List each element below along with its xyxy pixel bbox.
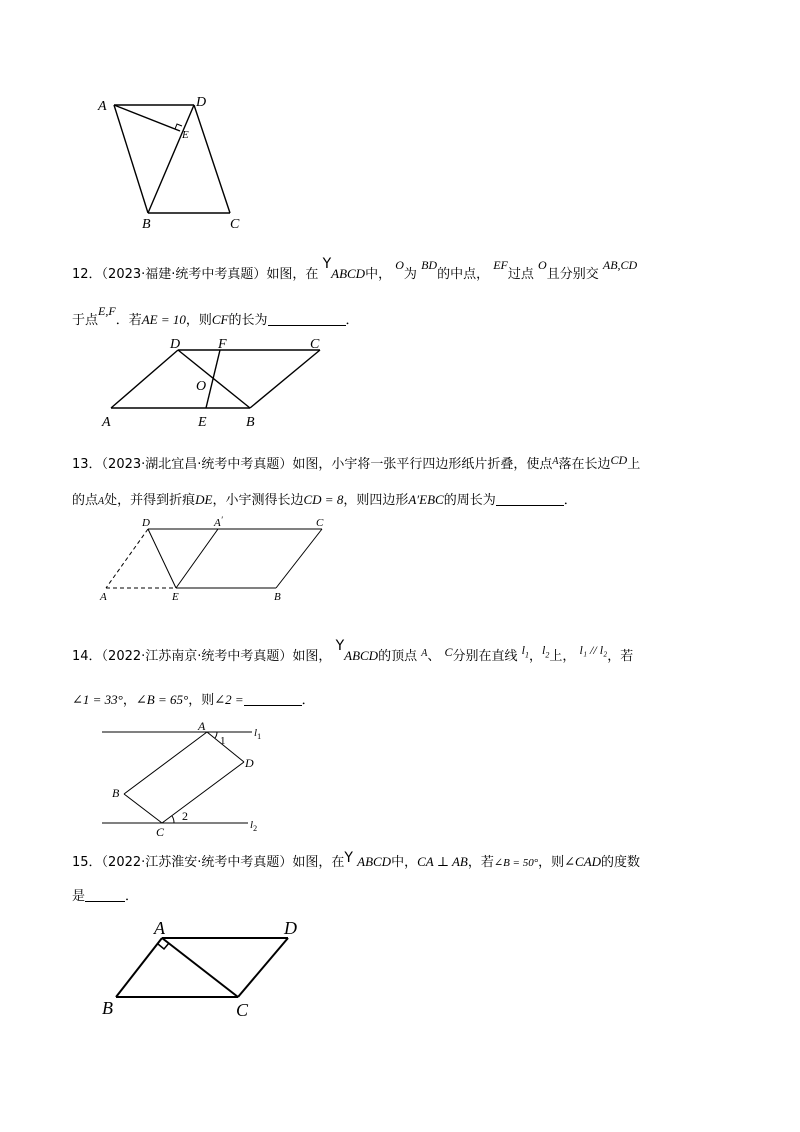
seg-CB bbox=[250, 350, 320, 408]
q15-line1 bbox=[72, 852, 640, 873]
math-angle-2: ∠2 = bbox=[214, 692, 244, 707]
text: ． bbox=[301, 693, 315, 708]
seg-AE bbox=[114, 105, 180, 131]
seg-CB bbox=[124, 794, 162, 823]
label-E: E bbox=[182, 129, 189, 141]
math-angle-cad: ∠CAD bbox=[564, 854, 602, 869]
label-A: A bbox=[98, 99, 107, 114]
text: 的长为 bbox=[228, 313, 268, 328]
answer-blank[interactable] bbox=[496, 491, 564, 506]
text: 、 bbox=[427, 649, 441, 664]
seg-DB bbox=[178, 350, 250, 408]
text: ．若 bbox=[115, 313, 142, 328]
question-number: 15． bbox=[72, 855, 102, 870]
label-angle-2: 2 bbox=[182, 809, 188, 823]
parallelogram-symbol: Y bbox=[322, 256, 332, 272]
math-ab-cd: AB,CD bbox=[602, 258, 638, 272]
label-A-prime: A′ bbox=[214, 515, 223, 529]
math-angle-b: ∠B = 50° bbox=[493, 857, 539, 869]
math-a: A bbox=[421, 648, 428, 659]
parallelogram-symbol: Y bbox=[335, 638, 345, 654]
question-source: （2023·福建·统考中考真题） bbox=[101, 267, 267, 282]
parallelogram-symbol: Y bbox=[344, 850, 353, 866]
text: ． bbox=[345, 313, 359, 328]
text: 中， bbox=[365, 267, 392, 282]
label-A: A bbox=[154, 918, 165, 938]
math-o: O bbox=[395, 258, 404, 272]
seg-BA bbox=[114, 105, 148, 213]
math-e-f: E,F bbox=[98, 304, 116, 318]
answer-blank[interactable] bbox=[244, 691, 302, 706]
text: 中， bbox=[391, 855, 418, 870]
seg-EAp bbox=[176, 529, 218, 588]
text: 的顶点 bbox=[378, 649, 418, 664]
q14-line2 bbox=[72, 690, 315, 711]
label-D: D bbox=[284, 918, 297, 938]
label-D: D bbox=[142, 517, 150, 529]
math-cd: CD bbox=[610, 453, 628, 467]
q12-line2 bbox=[72, 304, 359, 331]
angle-2-arc bbox=[172, 816, 174, 823]
text: 分别在直线 bbox=[452, 649, 518, 664]
text: 上， bbox=[549, 649, 576, 664]
text: 落在长边 bbox=[558, 457, 611, 472]
q14-line1 bbox=[72, 638, 634, 671]
text: ，小宇测得长边 bbox=[212, 493, 304, 508]
text: ， bbox=[122, 693, 136, 708]
text: 是 bbox=[72, 889, 86, 904]
label-B: B bbox=[274, 591, 281, 603]
figure-q12 bbox=[96, 334, 346, 434]
label-B: B bbox=[102, 998, 113, 1018]
seg-AD bbox=[207, 732, 244, 762]
seg-AC bbox=[162, 938, 238, 997]
q12-line1 bbox=[72, 256, 638, 285]
math-angle-b: ∠B = 65° bbox=[135, 692, 189, 707]
label-F: F bbox=[218, 337, 227, 352]
label-l2: $l_2$ bbox=[250, 819, 258, 833]
label-C: C bbox=[236, 1000, 249, 1020]
math-quadrilateral: A′EBC bbox=[408, 492, 444, 507]
math-cd-equals: CD = 8 bbox=[303, 492, 344, 507]
question-number: 12． bbox=[72, 267, 102, 282]
label-C: C bbox=[230, 217, 240, 232]
math-abcd: ABCD bbox=[331, 266, 366, 281]
label-A: A bbox=[100, 591, 107, 603]
figure-q14 bbox=[96, 716, 276, 840]
math-parallel: l₁ // l₂ bbox=[579, 643, 608, 657]
text: ，则 bbox=[185, 313, 212, 328]
question-source: （2022·江苏南京·统考中考真题） bbox=[101, 649, 293, 664]
label-angle-1: 1 bbox=[220, 735, 226, 747]
label-A: A bbox=[198, 719, 206, 733]
seg-DC bbox=[194, 105, 230, 213]
text: ， bbox=[529, 649, 543, 664]
seg-FE bbox=[206, 350, 220, 408]
answer-blank[interactable] bbox=[85, 887, 125, 902]
label-C: C bbox=[156, 825, 165, 839]
angle-1-arc bbox=[215, 732, 217, 738]
math-perpendicular: CA ⊥ AB bbox=[417, 854, 468, 869]
label-A: A bbox=[102, 415, 111, 430]
label-C: C bbox=[310, 337, 320, 352]
math-a: A bbox=[552, 456, 559, 467]
text: 为 bbox=[403, 267, 417, 282]
question-source: （2023·湖北宜昌·统考中考真题） bbox=[101, 457, 293, 472]
math-bd: BD bbox=[421, 258, 438, 272]
math-ef: EF bbox=[493, 258, 508, 272]
math-a: A bbox=[98, 496, 105, 507]
text: ，则 bbox=[188, 693, 215, 708]
math-ae-equals: AE = 10 bbox=[141, 312, 186, 327]
text: 过点 bbox=[507, 267, 534, 282]
answer-blank[interactable] bbox=[268, 311, 346, 326]
label-B: B bbox=[112, 786, 120, 800]
text: ． bbox=[563, 493, 577, 508]
figure-q11 bbox=[90, 90, 250, 240]
text: 如图，在 bbox=[292, 855, 345, 870]
seg-DC bbox=[238, 938, 288, 997]
question-number: 13． bbox=[72, 457, 102, 472]
text: 处，并得到折痕 bbox=[104, 493, 196, 508]
label-O: O bbox=[196, 379, 207, 394]
math-de: DE bbox=[195, 492, 213, 507]
right-angle-mark bbox=[158, 943, 169, 949]
math-cf: CF bbox=[211, 312, 229, 327]
seg-AD bbox=[111, 350, 178, 408]
q13-line2 bbox=[72, 490, 577, 512]
label-B: B bbox=[246, 415, 255, 430]
text: 的度数 bbox=[601, 855, 641, 870]
seg-DA-dashed bbox=[106, 529, 148, 588]
q15-line2 bbox=[72, 887, 138, 907]
label-D: D bbox=[196, 95, 207, 110]
label-l1: $l_1$ bbox=[254, 727, 262, 741]
label-D: D bbox=[170, 337, 181, 352]
label-C: C bbox=[316, 517, 324, 529]
math-c: C bbox=[444, 645, 453, 659]
question-source: （2022·江苏淮安·统考中考真题） bbox=[101, 855, 293, 870]
math-abcd: ABCD bbox=[344, 648, 379, 663]
text: 且分别交 bbox=[546, 267, 599, 282]
question-number: 14． bbox=[72, 649, 102, 664]
math-l1: $l_1$ bbox=[521, 643, 530, 660]
text: 的点 bbox=[72, 493, 99, 508]
text: 上 bbox=[627, 457, 641, 472]
math-abcd: ABCD bbox=[357, 854, 392, 869]
q13-line1 bbox=[72, 454, 640, 476]
math-l2: $l_2$ bbox=[542, 643, 550, 660]
math-angle-1: ∠1 = 33° bbox=[72, 692, 123, 707]
label-E: E bbox=[198, 415, 207, 430]
seg-BA bbox=[116, 938, 162, 997]
label-D: D bbox=[245, 756, 254, 770]
seg-DC bbox=[162, 762, 244, 823]
text: ，若 bbox=[467, 855, 494, 870]
seg-CB bbox=[276, 529, 322, 588]
text: 的周长为 bbox=[443, 493, 496, 508]
seg-DE bbox=[148, 529, 176, 588]
text: ，则 bbox=[538, 855, 565, 870]
text: 如图， bbox=[292, 649, 332, 664]
seg-BA bbox=[124, 732, 207, 794]
figure-q15 bbox=[96, 914, 316, 1024]
text: 于点 bbox=[72, 313, 99, 328]
label-B: B bbox=[142, 217, 151, 232]
text: 的中点， bbox=[437, 267, 490, 282]
text: ． bbox=[125, 889, 139, 904]
math-o: O bbox=[538, 258, 547, 272]
text: 如图，小宇将一张平行四边形纸片折叠，使点 bbox=[292, 457, 553, 472]
text: ，若 bbox=[607, 649, 634, 664]
text: 如图，在 bbox=[266, 267, 319, 282]
right-angle-mark bbox=[175, 124, 182, 129]
figure-q13 bbox=[96, 512, 336, 604]
label-E: E bbox=[172, 591, 179, 603]
text: ，则四边形 bbox=[343, 493, 409, 508]
